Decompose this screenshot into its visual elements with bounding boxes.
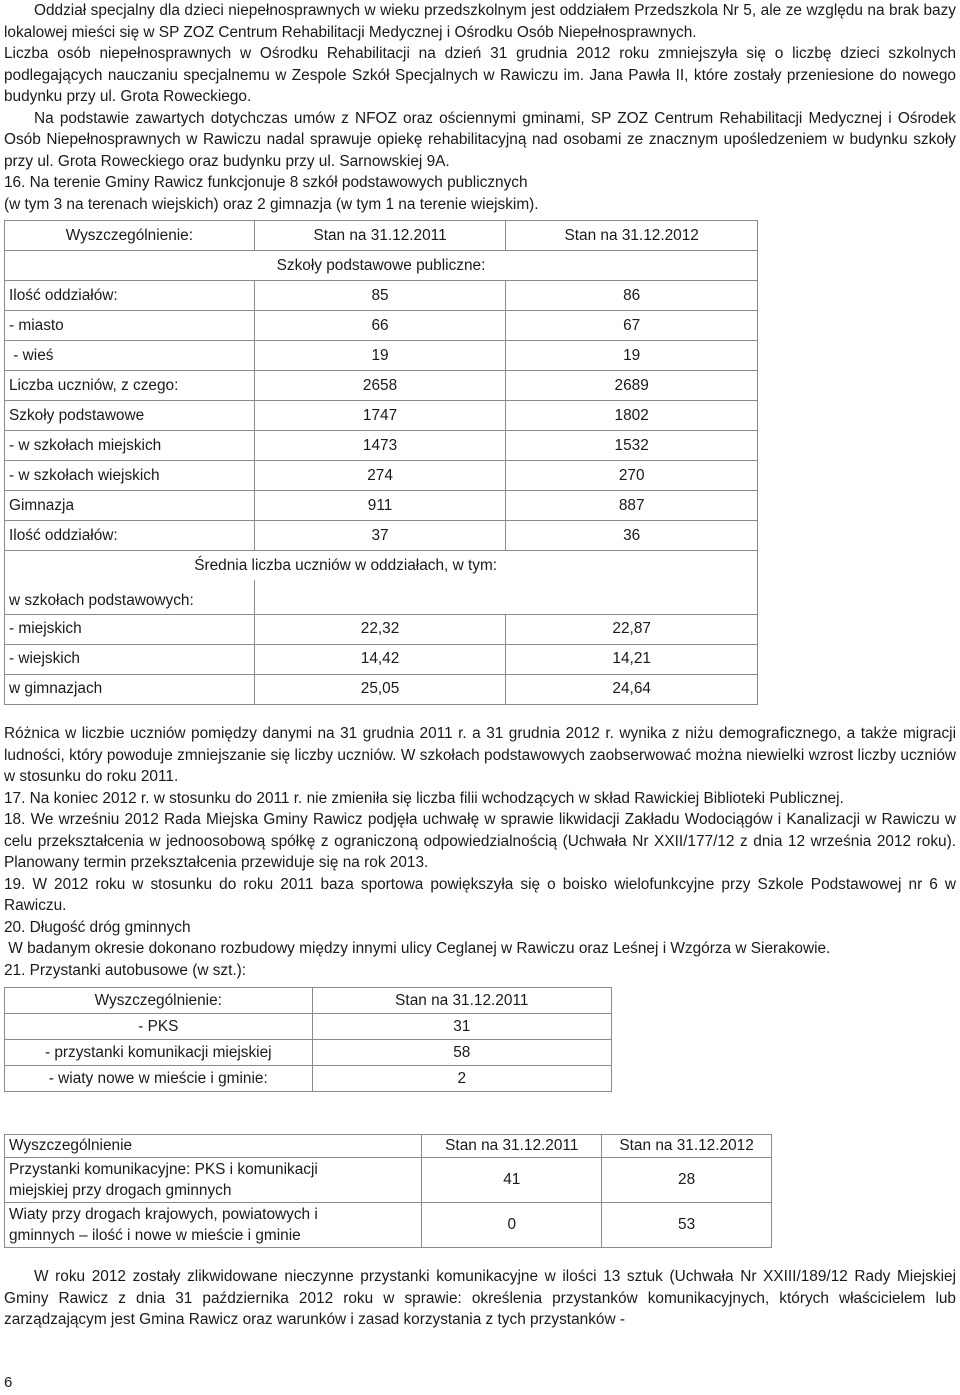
row-value: 887 <box>506 491 758 521</box>
table-row <box>5 461 758 491</box>
paragraph-special-unit: Oddział specjalny dla dzieci niepełnosprawnych w wieku przedszkolnym jest oddziałem Przedszkola Nr 5, ale ze względu na brak bazy lokalowej mieści się w SP ZOZ Centrum Rehabilitacji Medycznej i Ośrodku Osób Niepełnosprawnych. <box>4 2 956 41</box>
row-value: 53 <box>602 1203 772 1248</box>
table-row <box>5 431 758 461</box>
table-row <box>5 1066 612 1092</box>
table-header-cell: Stan na 31.12.2011 <box>254 221 506 251</box>
row-label: w szkołach podstawowych: <box>5 580 255 614</box>
table-row <box>5 614 758 644</box>
table-row <box>5 341 758 371</box>
section-title-text: Średnia liczba uczniów w oddziałach, w tym: <box>194 556 498 574</box>
row-value: 1747 <box>254 401 506 431</box>
row-value: 911 <box>254 491 506 521</box>
row-value: 270 <box>506 461 758 491</box>
row-label: Szkoły podstawowe <box>5 401 255 431</box>
table-row <box>5 281 758 311</box>
paragraph-library-17: 17. Na koniec 2012 r. w stosunku do 2011 r. nie zmieniła się liczba filii wchodzących w skład Rawickiej Biblioteki Publicznej. <box>4 789 844 807</box>
table-row <box>5 491 758 521</box>
row-label: w gimnazjach <box>5 674 255 704</box>
row-value: 0 <box>422 1203 602 1248</box>
row-value: 274 <box>254 461 506 491</box>
row-label: Gimnazja <box>5 491 255 521</box>
row-label: Liczba uczniów, z czego: <box>5 371 255 401</box>
row-value: 2689 <box>506 371 758 401</box>
row-value: 41 <box>422 1158 602 1203</box>
table-header-cell: Wyszczególnienie: <box>5 221 255 251</box>
paragraph-water-18: 18. We wrześniu 2012 Rada Miejska Gminy Rawicz podjęła uchwałę w sprawie likwidacji Zakładu Wodociągów i Kanalizacji w Rawiczu w celu przekształcenia w jednoosobową spółkę z ograniczoną odpowiedzialnością (Uchwała Nr XXII/177/12 z dnia 12 września 2012 roku). Planowany termin przekształcenia przewiduje się na rok 2013. <box>4 811 956 871</box>
table-header-cell: Stan na 31.12.2012 <box>506 221 758 251</box>
paragraph-schools-16: 16. Na terenie Gminy Rawicz funkcjonuje 8 szkół podstawowych publicznych <box>4 174 528 191</box>
row-value: 22,32 <box>254 614 506 644</box>
row-value: 67 <box>506 311 758 341</box>
row-value: 85 <box>254 281 506 311</box>
table-header-cell: Stan na 31.12.2012 <box>602 1135 772 1158</box>
table-header-row <box>5 221 758 251</box>
table-row <box>5 311 758 341</box>
row-value: 1532 <box>506 431 758 461</box>
table-row <box>5 1158 772 1203</box>
middle-text <box>4 723 956 981</box>
stops-roads-table <box>4 1134 772 1248</box>
row-value: 36 <box>506 521 758 551</box>
row-label: - wieś <box>5 341 255 371</box>
row-value: 66 <box>254 311 506 341</box>
paragraph-bus-stops-21: 21. Przystanki autobusowe (w szt.): <box>4 961 247 979</box>
row-label: - wiaty nowe w mieście i gminie: <box>5 1066 313 1092</box>
row-value: 25,05 <box>254 674 506 704</box>
row-value: 24,64 <box>506 674 758 704</box>
bus-stops-table <box>4 987 612 1092</box>
row-value: 19 <box>254 341 506 371</box>
paragraph-difference: Różnica w liczbie uczniów pomiędzy danymi na 31 grudnia 2011 r. a 31 grudnia 2012 r. wynika z niżu demograficznego, a także migracji ludności, który powoduje zmniejszanie się liczby uczniów. W szkołach podstawowych zaobserwować można niewielki wzrost liczby uczniów w stosunku do roku 2011. <box>4 725 956 785</box>
paragraph-roads-20: 20. Długość dróg gminnych <box>4 918 191 936</box>
row-value: 1473 <box>254 431 506 461</box>
row-label <box>5 1158 422 1203</box>
row-label: - miejskich <box>5 614 255 644</box>
table-header-cell: Stan na 31.12.2011 <box>422 1135 602 1158</box>
row-label: - PKS <box>5 1014 313 1040</box>
row-value: 19 <box>506 341 758 371</box>
row-label: - przystanki komunikacji miejskiej <box>5 1040 313 1066</box>
row-label <box>5 1203 422 1248</box>
schools-table <box>4 220 758 705</box>
table-section-row <box>5 251 758 281</box>
paragraph-removed-stops: W roku 2012 zostały zlikwidowane nieczynne przystanki komunikacyjne w ilości 13 sztuk (Uchwała Nr XXIII/189/12 Rady Miejskiej Gminy Rawicz z dnia 31 października 2012 roku w sprawie: określenia przystanków komunikacyjnych, których właścicielem lub zarządzającym jest Gmina Rawicz oraz warunków i zasad korzystania z tych przystanków - <box>4 1268 956 1328</box>
row-label: - miasto <box>5 311 255 341</box>
paragraph-sport-19: 19. W 2012 roku w stosunku do roku 2011 baza sportowa powiększyła się o boisko wielofunkcyjne przy Szkole Podstawowej nr 6 w Rawiczu. <box>4 875 956 914</box>
row-value: 14,21 <box>506 644 758 674</box>
table-row <box>5 401 758 431</box>
row-value: 2658 <box>254 371 506 401</box>
row-label-line: Wiaty przy drogach krajowych, powiatowych i <box>9 1206 318 1223</box>
row-value: 22,87 <box>506 614 758 644</box>
row-label-line: miejskiej przy drogach gminnych <box>9 1182 232 1199</box>
row-label: - w szkołach wiejskich <box>5 461 255 491</box>
paragraph-rehab-care: Na podstawie zawartych dotychczas umów z NFOZ oraz ościennymi gminami, SP ZOZ Centrum Rehabilitacji Medycznej i Ośrodek Osób Niepełnosprawnych w Rawiczu nadal sprawuje opiekę rehabilitacyjną nad osobami ze znacznym upośledzeniem w budynku szkoły przy ul. Grota Roweckiego oraz budynku przy ul. Sarnowskiej 9A. <box>4 109 956 170</box>
row-label: Ilość oddziałów: <box>5 521 255 551</box>
row-value: 28 <box>602 1158 772 1203</box>
paragraph-roads-detail: W badanym okresie dokonano rozbudowy między innymi ulicy Ceglanej w Rawiczu oraz Leśnej i Wzgórza w Sierakowie. <box>4 940 831 957</box>
closing-text <box>4 1266 956 1331</box>
row-value: 2 <box>312 1066 611 1092</box>
table-section-row <box>5 551 758 581</box>
table-row <box>5 1040 612 1066</box>
row-value: 58 <box>312 1040 611 1066</box>
table-row <box>5 371 758 401</box>
table-header-cell: Wyszczególnienie: <box>5 988 313 1014</box>
row-value: 1802 <box>506 401 758 431</box>
table-row <box>5 521 758 551</box>
table-row <box>5 674 758 704</box>
row-label: - wiejskich <box>5 644 255 674</box>
table-row <box>5 580 758 614</box>
row-value: 37 <box>254 521 506 551</box>
row-value: 31 <box>312 1014 611 1040</box>
table-row <box>5 1203 772 1248</box>
row-label-line: gminnych – ilość i nowe w mieście i gminie <box>9 1227 301 1244</box>
table-header-row <box>5 1135 772 1158</box>
paragraph-schools-16b: (w tym 3 na terenach wiejskich) oraz 2 gimnazja (w tym 1 na terenie wiejskim). <box>4 195 539 213</box>
row-label: Ilość oddziałów: <box>5 281 255 311</box>
table-header-cell: Stan na 31.12.2011 <box>312 988 611 1014</box>
row-label-line: Przystanki komunikacyjne: PKS i komunikacji <box>9 1161 318 1178</box>
row-label: - w szkołach miejskich <box>5 431 255 461</box>
row-value: 86 <box>506 281 758 311</box>
table-header-row <box>5 988 612 1014</box>
section-title: Szkoły podstawowe publiczne: <box>5 251 758 281</box>
table-row <box>5 644 758 674</box>
row-value: 14,42 <box>254 644 506 674</box>
table-header-cell: Wyszczególnienie <box>5 1135 422 1158</box>
section-title <box>194 551 757 581</box>
intro-text <box>4 0 956 215</box>
table-row <box>5 1014 612 1040</box>
page-number: 6 <box>4 1374 13 1391</box>
paragraph-disabled-count: Liczba osób niepełnosprawnych w Ośrodku Rehabilitacji na dzień 31 grudnia 2012 roku zmniejszyła się o liczbę dzieci szkolnych podlegających nauczaniu specjalnemu w Zespole Szkół Specjalnych w Rawiczu im. Jana Pawła II, które zostały przeniesione do nowego budynku przy ul. Grota Roweckiego. <box>4 45 956 105</box>
empty-cell <box>254 580 757 614</box>
